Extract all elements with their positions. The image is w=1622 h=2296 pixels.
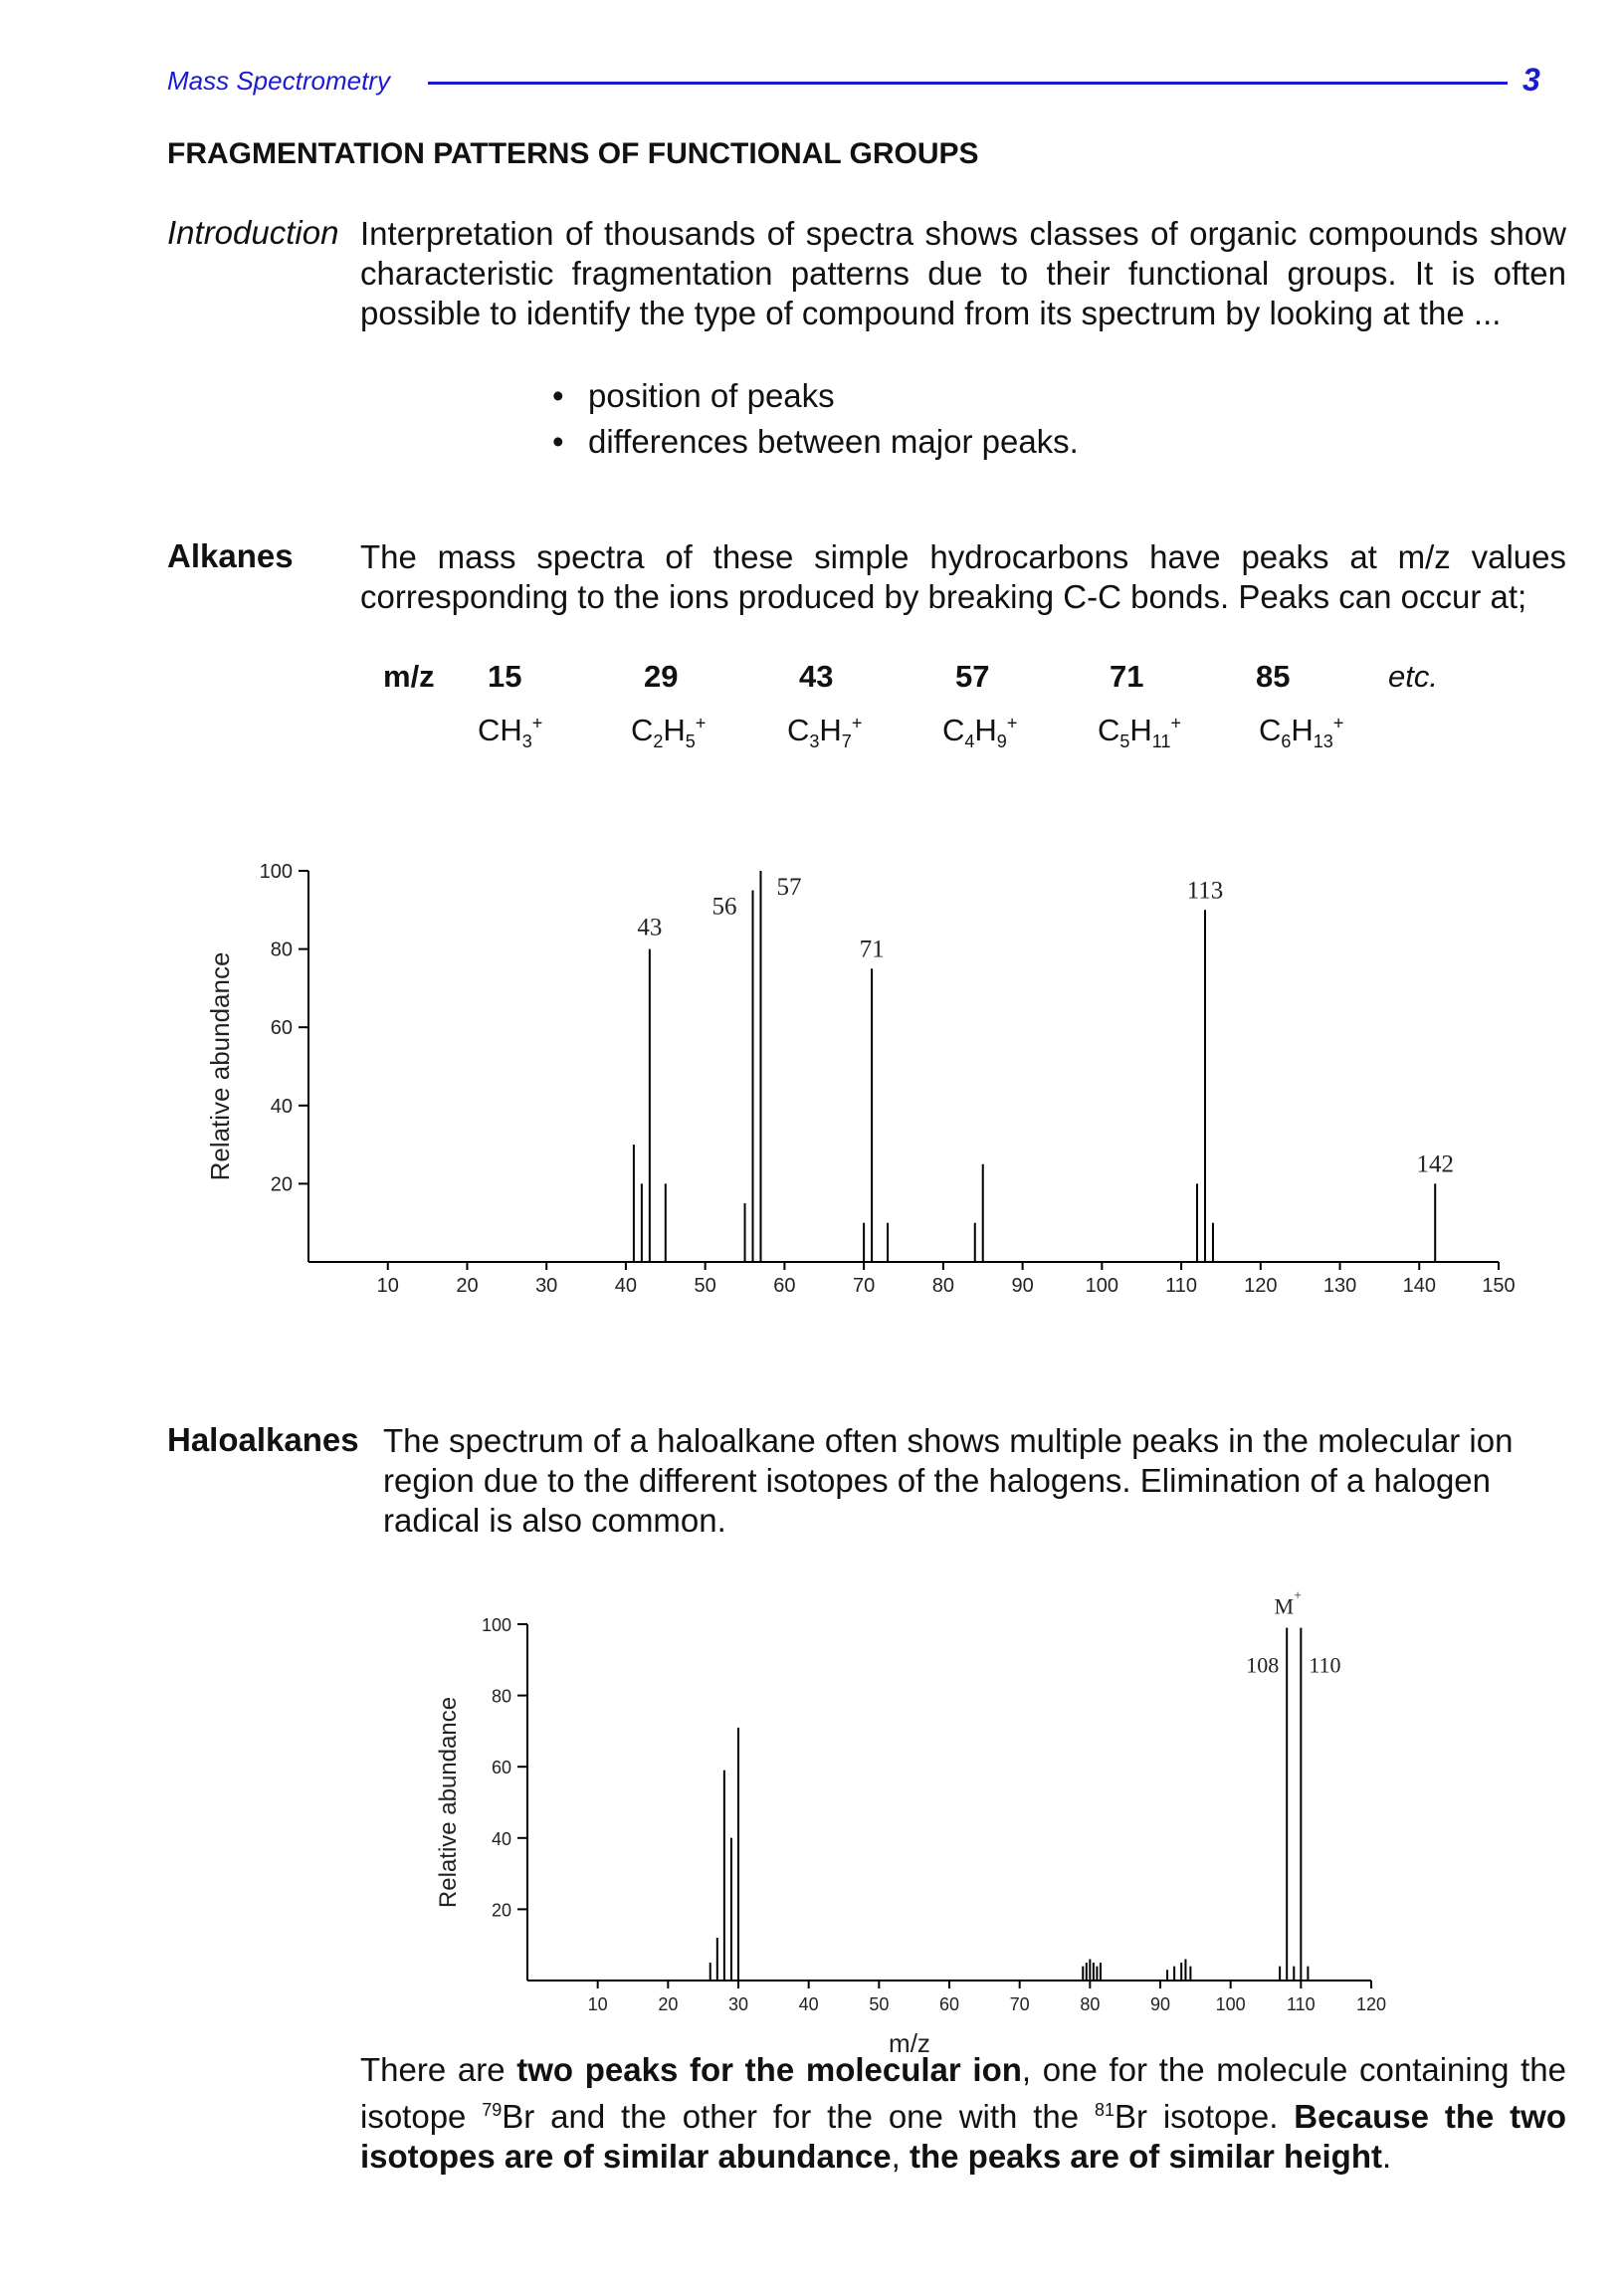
x-tick-label: 60 — [773, 1275, 796, 1297]
x-tick-label: 60 — [938, 1994, 960, 2014]
x-tick-label: 140 — [1402, 1275, 1436, 1297]
x-tick-label: 80 — [1080, 1994, 1101, 2014]
y-tick-label: 60 — [491, 1758, 511, 1778]
mz-value: 15 — [488, 659, 522, 694]
conclusion-text-run: . — [1382, 2138, 1392, 2175]
isotope-mass-number: 79 — [482, 2100, 503, 2120]
x-tick-label: 110 — [1286, 1994, 1316, 2014]
mz-value: 57 — [955, 659, 990, 694]
peak-label-sup: + — [1294, 1588, 1303, 1604]
mz-row-label: m/z — [383, 659, 435, 694]
section-title: FRAGMENTATION PATTERNS OF FUNCTIONAL GROUPS — [167, 137, 979, 170]
mz-value: 29 — [644, 659, 679, 694]
haloalkanes-label: Haloalkanes — [167, 1421, 359, 1458]
peak-label: M+ — [1274, 1588, 1303, 1619]
y-axis-label: Relative abundance — [435, 1696, 462, 1909]
x-tick-label: 20 — [456, 1275, 479, 1297]
conclusion-text-run: Br isotope. — [1114, 2098, 1295, 2135]
x-tick-label: 10 — [376, 1275, 399, 1297]
intro-text: Interpretation of thousands of spectra shows classes of organic compounds show characteristic fragmentation patterns due to their functional groups. It is often possible to identify the type of compound from its spectrum by looking at the ... — [360, 215, 1566, 331]
x-tick-label: 90 — [1149, 1994, 1171, 2014]
x-tick-label: 40 — [798, 1994, 819, 2014]
y-tick-label: 80 — [491, 1686, 511, 1707]
ion-formula: $C_2H_5^+$ — [631, 713, 707, 752]
y-tick-label: 20 — [491, 1900, 511, 1921]
peak-label: 108 — [1246, 1652, 1280, 1678]
chart-1 — [205, 861, 1516, 1297]
conclusion-text-run: There are — [360, 2051, 517, 2088]
ion-formula: $C_6H_{13}^+$ — [1259, 713, 1344, 752]
y-tick-label: 100 — [259, 861, 293, 883]
x-tick-label: 120 — [1355, 1994, 1387, 2014]
y-tick-label: 100 — [481, 1615, 511, 1635]
conclusion-text-run: Br and the other for the one with the — [502, 2098, 1095, 2135]
haloalkanes-text: The spectrum of a haloalkane often shows multiple peaks in the molecular ion region due to the different isotopes of the halogens. Elimination of a halogen radical is also common. — [383, 1422, 1514, 1539]
x-tick-label: 70 — [1009, 1994, 1030, 2014]
alkanes-label: Alkanes — [167, 537, 294, 574]
conclusion-text-run: two peaks for the molecular ion — [516, 2051, 1022, 2088]
y-tick-label: 40 — [270, 1095, 293, 1118]
y-tick-label: 60 — [270, 1017, 293, 1040]
conclusion-text-run: the peaks are of similar height — [910, 2138, 1382, 2175]
x-tick-label: 30 — [535, 1275, 558, 1297]
x-tick-label: 150 — [1482, 1275, 1516, 1297]
alkanes-text: The mass spectra of these simple hydrocarbons have peaks at m/z values corresponding to the ions produced by breaking C-C bonds. Peaks can occur at; — [360, 538, 1566, 615]
peak-label: 56 — [711, 893, 737, 921]
conclusion-text-run: , one for the molecule containing the isotope — [360, 2051, 1566, 2135]
peak-label: 142 — [1416, 1150, 1454, 1178]
bullet-item: • differences between major peaks. — [552, 419, 1079, 465]
x-tick-label: 30 — [727, 1994, 749, 2014]
x-tick-label: 10 — [587, 1994, 608, 2014]
x-tick-label: 100 — [1085, 1275, 1119, 1297]
x-tick-label: 50 — [694, 1275, 716, 1297]
isotope-mass-number: 81 — [1094, 2100, 1115, 2120]
x-tick-label: 100 — [1215, 1994, 1246, 2014]
chart-2 — [435, 1589, 1386, 2058]
peak-label: 110 — [1309, 1652, 1341, 1678]
page-number: 3 — [1522, 62, 1540, 98]
intro-label: Introduction — [167, 214, 339, 251]
ion-formula: $C_5H_{11}^+$ — [1098, 713, 1181, 752]
y-tick-label: 40 — [491, 1828, 511, 1849]
x-tick-label: 20 — [658, 1994, 679, 2014]
mz-value: 85 — [1256, 659, 1291, 694]
peak-label: 113 — [1186, 877, 1224, 905]
ion-formula: $C_3H_7^+$ — [787, 713, 863, 752]
ion-formula: $C_4H_9^+$ — [942, 713, 1018, 752]
mz-value: 43 — [799, 659, 834, 694]
x-tick-label: 90 — [1011, 1275, 1034, 1297]
peak-label: 57 — [776, 874, 802, 901]
conclusion-text-run: , — [891, 2138, 910, 2175]
x-tick-label: 130 — [1322, 1275, 1357, 1297]
ion-formula: $CH_3^+$ — [478, 713, 543, 752]
y-tick-label: 20 — [270, 1173, 293, 1196]
peak-label: 43 — [637, 914, 663, 941]
x-tick-label: 80 — [931, 1275, 954, 1297]
y-tick-label: 80 — [270, 939, 293, 961]
x-tick-label: 40 — [614, 1275, 638, 1297]
y-axis-label: Relative abundance — [205, 951, 235, 1181]
mz-etc: etc. — [1388, 659, 1438, 694]
conclusion-text-run: Because the two isotopes are of similar abundance — [360, 2098, 1566, 2175]
running-header-title: Mass Spectrometry — [167, 66, 390, 96]
x-tick-label: 110 — [1165, 1275, 1198, 1297]
peak-label: 71 — [859, 936, 885, 963]
x-tick-label: 50 — [869, 1994, 890, 2014]
mz-value: 71 — [1110, 659, 1144, 694]
haloalkanes-conclusion — [360, 2050, 1566, 2177]
x-axis-label: m/z — [889, 2028, 930, 2058]
bullet-item: • position of peaks — [552, 373, 1079, 419]
x-tick-label: 120 — [1244, 1275, 1278, 1297]
x-tick-label: 70 — [853, 1275, 876, 1297]
